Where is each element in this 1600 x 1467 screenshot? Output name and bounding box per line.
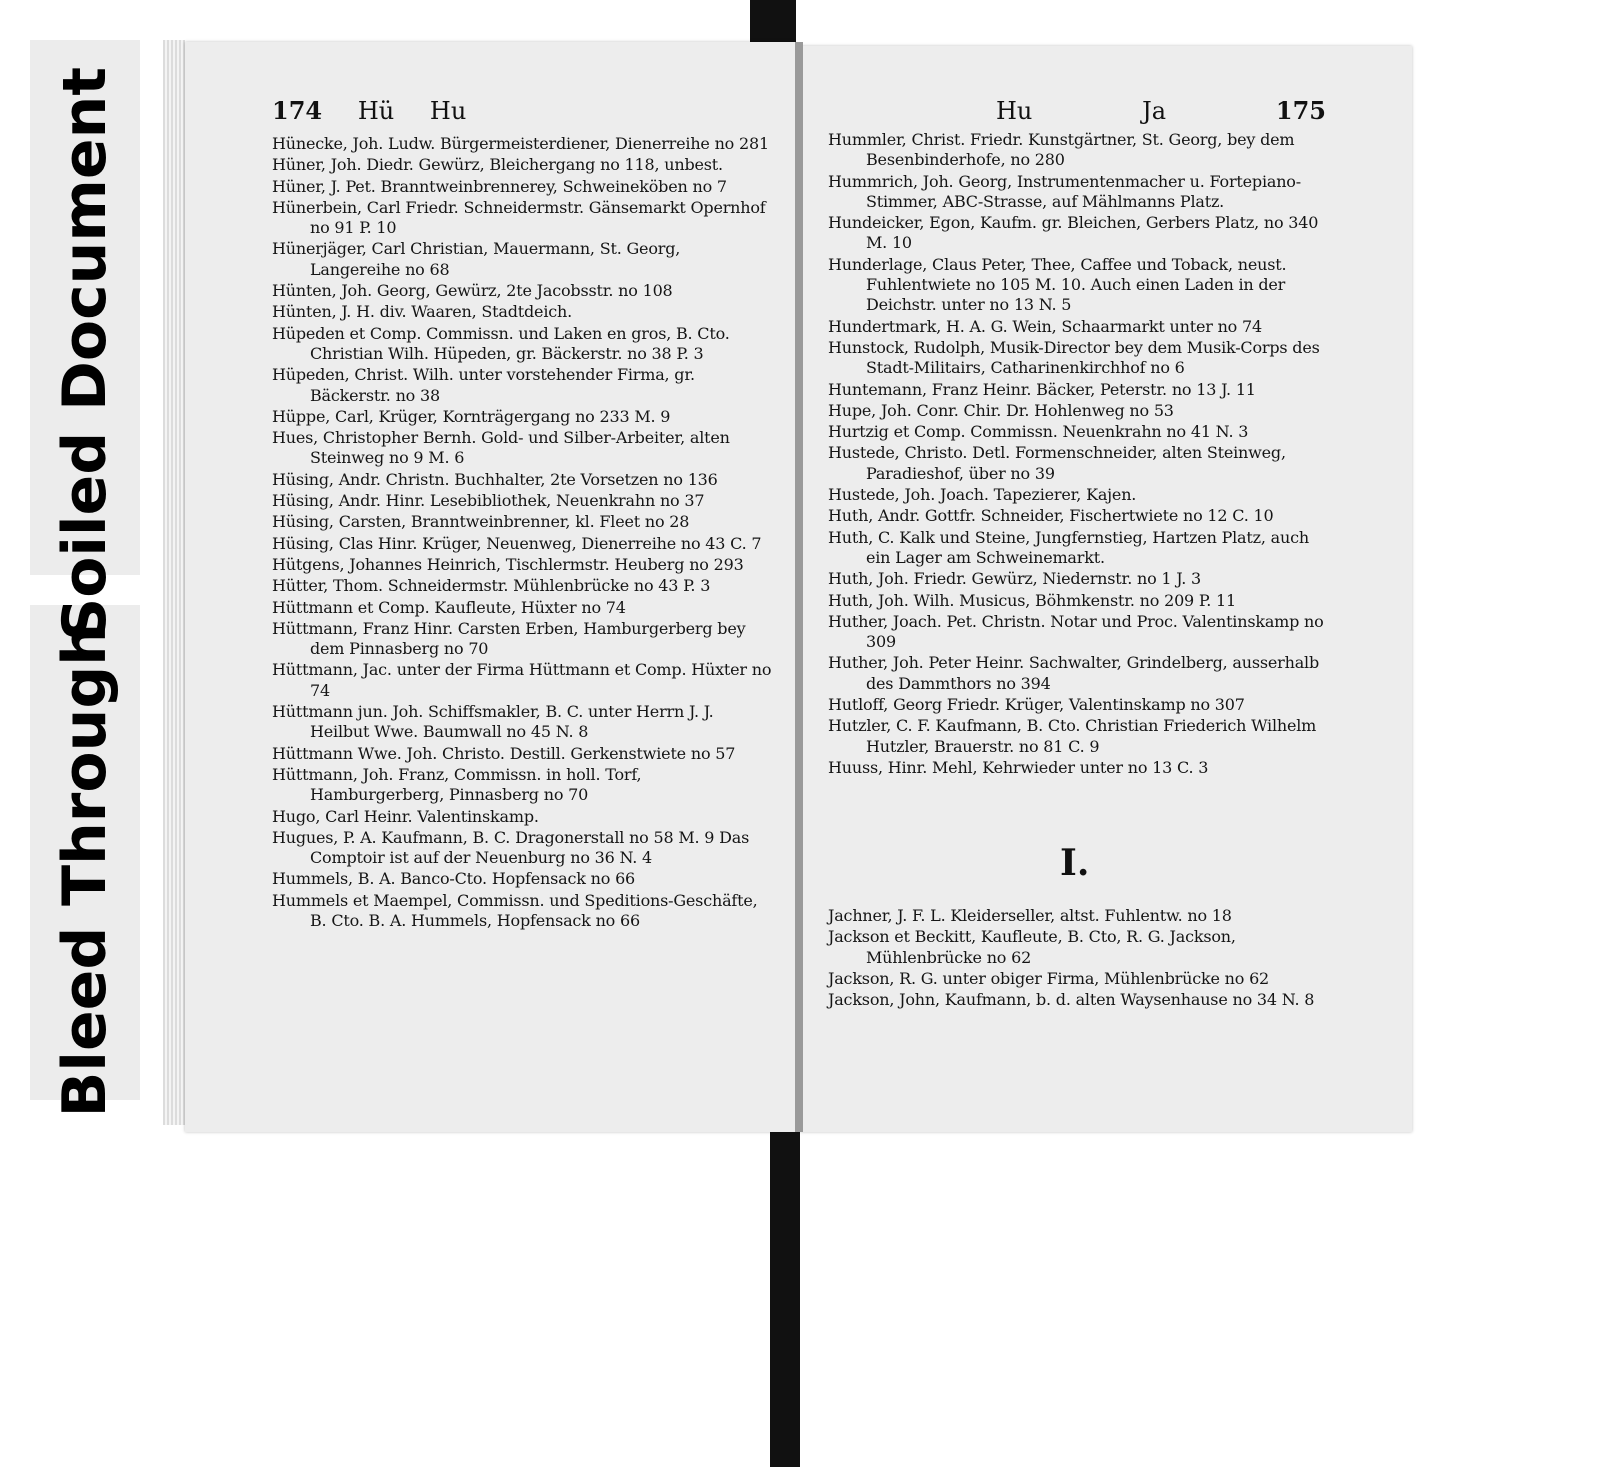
spine-top (750, 0, 796, 46)
right-head-a: Hu (996, 97, 1033, 125)
directory-entry: Hutzler, C. F. Kaufmann, B. Cto. Christian Friederich Wilhelm Hutzler, Brauerstr. no 81 C. 9 (828, 716, 1317, 756)
directory-entry: Hummels, B. A. Banco-Cto. Hopfensack no 66 (272, 869, 636, 889)
directory-entry: Hustede, Christo. Detl. Formenschneider, alten Steinweg, Paradieshof, über no 39 (828, 443, 1286, 483)
directory-entry: Hüner, J. Pet. Branntweinbrennerey, Schweineköben no 7 (272, 176, 727, 196)
directory-entry: Hurtzig et Comp. Commissn. Neuenkrahn no 41 N. 3 (828, 422, 1249, 442)
section-letter-heading: I. (1060, 842, 1090, 884)
directory-entry: Hüttmann, Joh. Franz, Commissn. in holl. Torf, Hamburgerberg, Pinnasberg no 70 (272, 764, 642, 805)
directory-entry: Hupe, Joh. Conr. Chir. Dr. Hohlenweg no 53 (828, 400, 1174, 420)
directory-entry: Hunstock, Rudolph, Musik-Director bey dem Musik-Corps des Stadt-Militairs, Catharinenkirchhof no 6 (828, 337, 1320, 378)
directory-entry: Hüsing, Andr. Christn. Buchhalter, 2te Vorsetzen no 136 (272, 469, 718, 489)
directory-entry: Hummrich, Joh. Georg, Instrumentenmacher u. Fortepiano-Stimmer, ABC-Strasse, auf Mählmanns Platz. (828, 171, 1301, 211)
directory-entry: Hüttmann jun. Joh. Schiffsmakler, B. C. unter Herrn J. J. Heilbut Wwe. Baumwall no 45 N. 8 (272, 702, 714, 742)
directory-entry: Jachner, J. F. L. Kleiderseller, altst. Fuhlentw. no 18 (828, 906, 1232, 925)
directory-entry: Hüsing, Andr. Hinr. Lesebibliothek, Neuenkrahn no 37 (272, 491, 705, 511)
directory-entry: Huth, Joh. Wilh. Musicus, Böhmkenstr. no 209 P. 11 (828, 590, 1236, 610)
directory-entry: Huther, Joach. Pet. Christn. Notar und Proc. Valentinskamp no 309 (828, 611, 1324, 652)
right-directory-entries (828, 130, 1330, 779)
right-head-b: Ja (1142, 97, 1167, 125)
directory-entry: Hünecke, Joh. Ludw. Bürgermeisterdiener, Dienerreihe no 281 (272, 134, 769, 153)
directory-entry: Hüttmann, Jac. unter der Firma Hüttmann et Comp. Hüxter no 74 (272, 660, 772, 700)
directory-entry: Hutloff, Georg Friedr. Krüger, Valentinskamp no 307 (828, 695, 1245, 715)
directory-entry: Hütter, Thom. Schneidermstr. Mühlenbrücke no 43 P. 3 (272, 576, 711, 596)
spine-bottom (770, 1128, 800, 1467)
directory-entry: Huth, Joh. Friedr. Gewürz, Niedernstr. no 1 J. 3 (828, 569, 1201, 589)
directory-entry: Hünten, J. H. div. Waaren, Stadtdeich. (272, 302, 572, 322)
left-directory-entries (272, 134, 772, 932)
directory-entry: Jackson et Beckitt, Kaufleute, B. Cto, R. G. Jackson, Mühlenbrücke no 62 (828, 927, 1236, 967)
directory-entry: Hummler, Christ. Friedr. Kunstgärtner, St. Georg, bey dem Besenbinderhofe, no 280 (828, 130, 1295, 170)
left-page-number: 174 (272, 96, 323, 125)
directory-entry: Hünerjäger, Carl Christian, Mauermann, St. Georg, Langereihe no 68 (272, 239, 681, 279)
directory-entry: Hütgens, Johannes Heinrich, Tischlermstr. Heuberg no 293 (272, 554, 744, 574)
directory-entry: Hünten, Joh. Georg, Gewürz, 2te Jacobsstr. no 108 (272, 281, 673, 301)
directory-entry: Hüttmann Wwe. Joh. Christo. Destill. Gerkenstwiete no 57 (272, 743, 736, 763)
left-running-head (272, 96, 612, 125)
directory-entry: Hüsing, Clas Hinr. Krüger, Neuenweg, Dienerreihe no 43 C. 7 (272, 533, 762, 553)
directory-entry: Hugues, P. A. Kaufmann, B. C. Dragonerstall no 58 M. 9 Das Comptoir ist auf der Neuenburg no 36 N. 4 (272, 827, 750, 868)
directory-entry: Hüpeden et Comp. Commissn. und Laken en gros, B. Cto. Christian Wilh. Hüpeden, gr. Bäckerstr. no 38 P. 3 (272, 323, 730, 363)
section-i-entries (828, 906, 1330, 1011)
directory-entry: Hundeicker, Egon, Kaufm. gr. Bleichen, Gerbers Platz, no 340 M. 10 (828, 213, 1319, 253)
page-edges (163, 40, 185, 1125)
directory-entry: Hundertmark, H. A. G. Wein, Schaarmarkt unter no 74 (828, 316, 1262, 336)
directory-entry: Hünerbein, Carl Friedr. Schneidermstr. Gänsemarkt Opernhof no 91 P. 10 (272, 197, 766, 238)
left-head-a: Hü (357, 97, 395, 125)
directory-entry: Hüner, Joh. Diedr. Gewürz, Bleichergang no 118, unbest. (272, 155, 723, 175)
directory-entry: Huther, Joh. Peter Heinr. Sachwalter, Grindelberg, ausserhalb des Dammthors no 394 (828, 653, 1320, 693)
directory-entry: Hugo, Carl Heinr. Valentinskamp. (272, 806, 539, 826)
bleed-through-label: Bleed Through (50, 623, 120, 1118)
directory-entry: Huuss, Hinr. Mehl, Kehrwieder unter no 13 C. 3 (828, 757, 1209, 777)
directory-entry: Huntemann, Franz Heinr. Bäcker, Peterstr. no 13 J. 11 (828, 379, 1256, 399)
directory-entry: Huth, C. Kalk und Steine, Jungfernstieg, Hartzen Platz, auch ein Lager am Schweinemarkt. (828, 527, 1309, 567)
directory-entry: Hüpeden, Christ. Wilh. unter vorstehender Firma, gr. Bäckerstr. no 38 (272, 365, 695, 405)
directory-entry: Hunderlage, Claus Peter, Thee, Caffee und Toback, neust. Fuhlentwiete no 105 M. 10. Auch einen Laden in der Deichstr. unter no 13 N. 5 (828, 254, 1287, 315)
directory-entry: Hüttmann et Comp. Kaufleute, Hüxter no 74 (272, 597, 626, 617)
book-gutter (795, 42, 803, 1132)
left-head-b: Hu (429, 97, 467, 125)
soiled-document-label: Soiled Document (50, 67, 120, 642)
directory-entry: Hustede, Joh. Joach. Tapezierer, Kajen. (828, 485, 1137, 505)
right-page-number: 175 (1275, 96, 1326, 125)
right-running-head (996, 96, 1326, 125)
directory-entry: Hues, Christopher Bernh. Gold- und Silber-Arbeiter, alten Steinweg no 9 M. 6 (272, 428, 730, 468)
directory-entry: Hummels et Maempel, Commissn. und Speditions-Geschäfte, B. Cto. B. A. Hummels, Hopfensack no 66 (272, 890, 758, 930)
directory-entry: Jackson, R. G. unter obiger Firma, Mühlenbrücke no 62 (828, 968, 1270, 988)
directory-entry: Hüttmann, Franz Hinr. Carsten Erben, Hamburgerberg bey dem Pinnasberg no 70 (272, 618, 746, 659)
directory-entry: Hüppe, Carl, Krüger, Kornträgergang no 233 M. 9 (272, 406, 671, 426)
directory-entry: Hüsing, Carsten, Branntweinbrenner, kl. Fleet no 28 (272, 512, 690, 532)
directory-entry: Huth, Andr. Gottfr. Schneider, Fischertwiete no 12 C. 10 (828, 506, 1274, 526)
directory-entry: Jackson, John, Kaufmann, b. d. alten Waysenhause no 34 N. 8 (828, 990, 1315, 1010)
